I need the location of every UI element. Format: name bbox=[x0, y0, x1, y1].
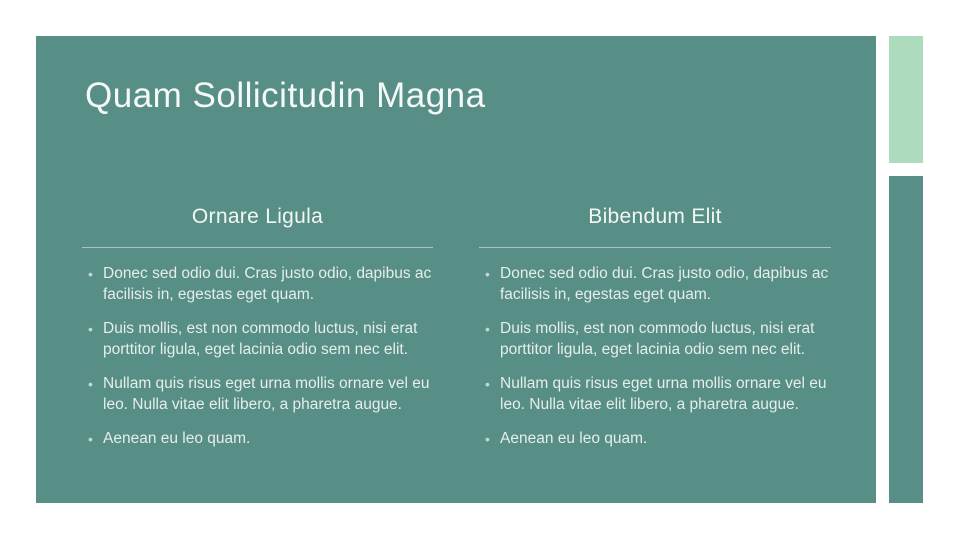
column-divider-left bbox=[82, 247, 433, 248]
bullet-list-right bbox=[479, 264, 831, 450]
bullet-marker-icon: • bbox=[485, 321, 490, 337]
bullet-text: Donec sed odio dui. Cras justo odio, dapibus ac facilisis in, egestas eget quam. bbox=[500, 265, 829, 303]
bullet-item bbox=[82, 264, 433, 305]
bullet-item bbox=[479, 429, 831, 450]
bullet-text: Nullam quis risus eget urna mollis ornare vel eu leo. Nulla vitae elit libero, a pharetra augue. bbox=[500, 375, 827, 413]
bullet-marker-icon: • bbox=[88, 431, 93, 447]
bullet-text: Duis mollis, est non commodo luctus, nisi erat porttitor ligula, eget lacinia odio sem nec elit. bbox=[500, 320, 815, 358]
bullet-marker-icon: • bbox=[485, 266, 490, 282]
column-divider-right bbox=[479, 247, 831, 248]
bullet-marker-icon: • bbox=[88, 266, 93, 282]
accent-rect-mint bbox=[889, 36, 923, 163]
bullet-text: Donec sed odio dui. Cras justo odio, dapibus ac facilisis in, egestas eget quam. bbox=[103, 265, 432, 303]
bullet-item bbox=[479, 374, 831, 415]
bullet-item bbox=[82, 429, 433, 450]
bullet-text: Aenean eu leo quam. bbox=[103, 430, 251, 447]
bullet-text: Aenean eu leo quam. bbox=[500, 430, 648, 447]
bullet-text: Duis mollis, est non commodo luctus, nisi erat porttitor ligula, eget lacinia odio sem nec elit. bbox=[103, 320, 418, 358]
column-header-left: Ornare Ligula bbox=[191, 205, 324, 228]
bullet-item bbox=[82, 319, 433, 360]
content-column-left bbox=[82, 205, 433, 464]
bullet-marker-icon: • bbox=[88, 321, 93, 337]
bullet-text: Nullam quis risus eget urna mollis ornare vel eu leo. Nulla vitae elit libero, a pharetra augue. bbox=[103, 375, 430, 413]
bullet-item bbox=[82, 374, 433, 415]
bullet-marker-icon: • bbox=[485, 431, 490, 447]
accent-rect-teal bbox=[889, 176, 923, 503]
bullet-marker-icon: • bbox=[485, 376, 490, 392]
content-column-right bbox=[479, 205, 831, 464]
bullet-item bbox=[479, 319, 831, 360]
slide-title: Quam Sollicitudin Magna bbox=[85, 76, 486, 115]
column-header-right: Bibendum Elit bbox=[588, 205, 722, 228]
bullet-item bbox=[479, 264, 831, 305]
bullet-list-left bbox=[82, 264, 433, 450]
bullet-marker-icon: • bbox=[88, 376, 93, 392]
